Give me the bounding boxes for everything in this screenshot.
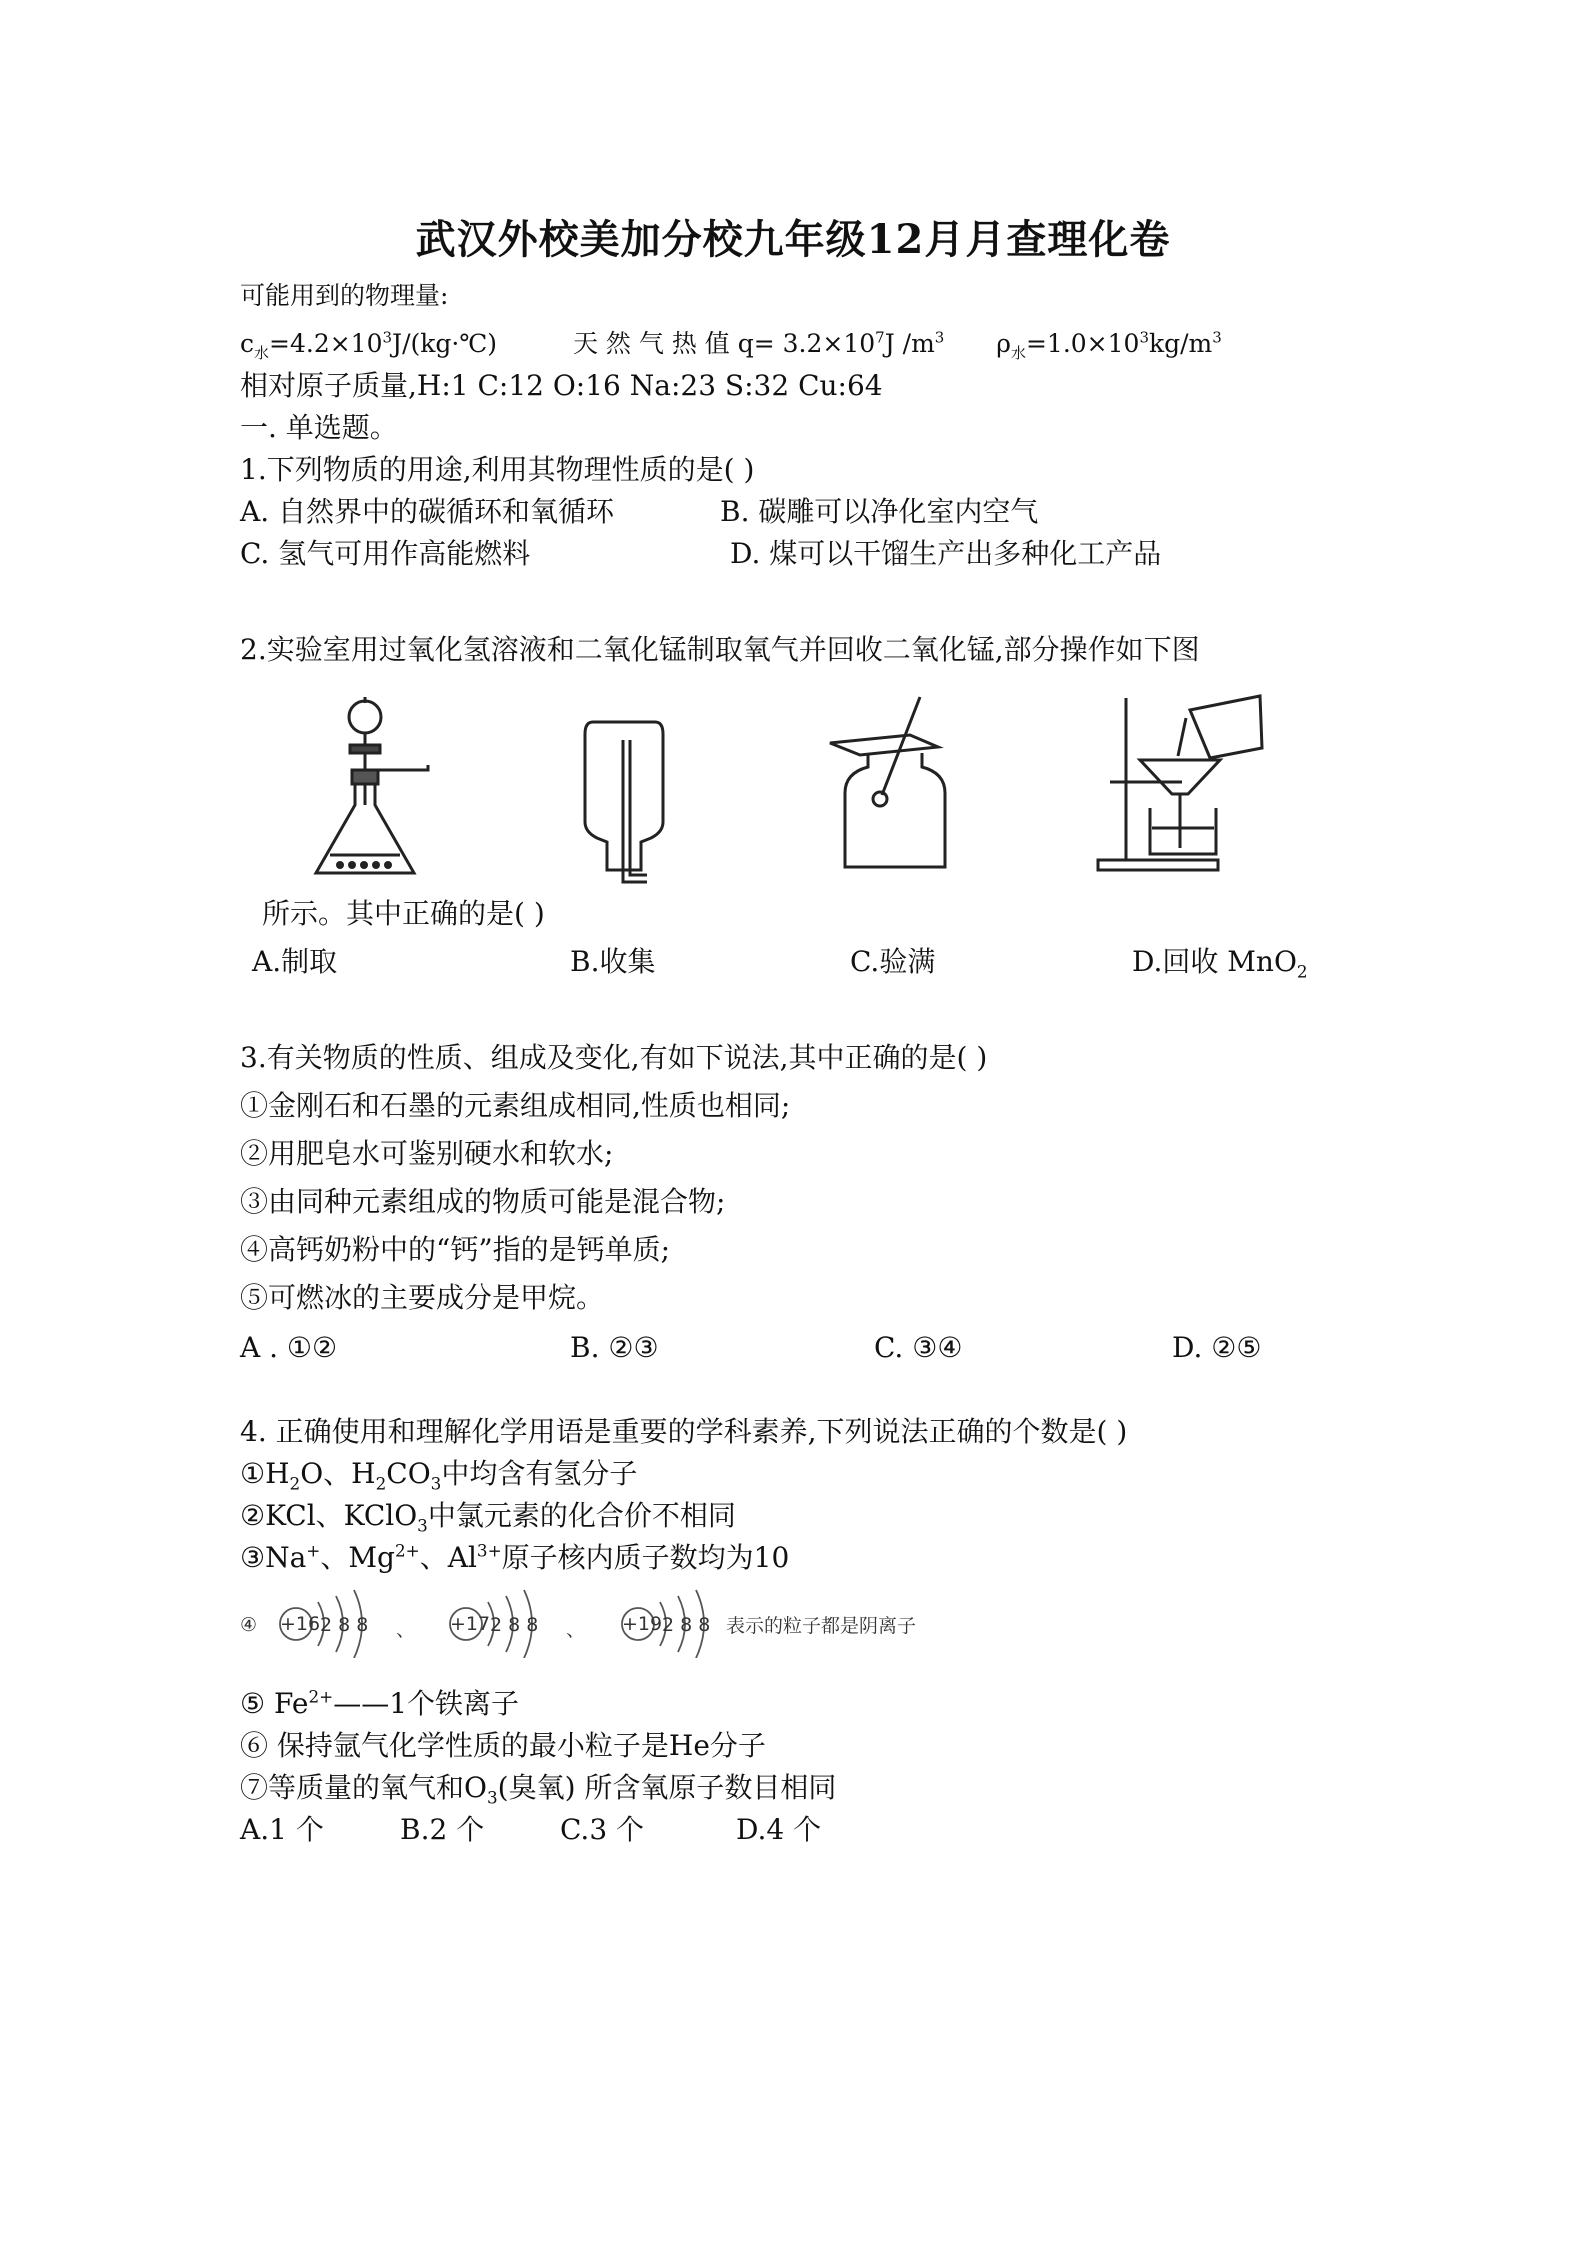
q2-option-b: B.收集 bbox=[570, 945, 656, 978]
q4-statement-4 bbox=[240, 1588, 1020, 1658]
filtration-figure bbox=[1090, 688, 1280, 878]
q4-statement-6: ⑥ 保持氩气化学性质的最小粒子是He分子 bbox=[240, 1729, 766, 1762]
q1-option-c: C. 氢气可用作高能燃料 bbox=[240, 537, 531, 570]
nucleus-19: +19 bbox=[622, 1613, 663, 1635]
q4-option-a: A.1 个 bbox=[240, 1813, 324, 1846]
constants-header: 可能用到的物理量: bbox=[240, 281, 449, 310]
q4-option-c: C.3 个 bbox=[560, 1813, 645, 1846]
q1-option-d: D. 煤可以干馏生产出多种化工产品 bbox=[730, 537, 1162, 570]
q3-statement-2: ②用肥皂水可鉴别硬水和软水; bbox=[240, 1137, 614, 1170]
statement-4-text: 表示的粒子都是阴离子 bbox=[726, 1615, 917, 1637]
nucleus-16: +16 bbox=[280, 1613, 321, 1635]
q4-option-b: B.2 个 bbox=[400, 1813, 485, 1846]
q3-stem: 3.有关物质的性质、组成及变化,有如下说法,其中正确的是( ) bbox=[240, 1041, 988, 1074]
nucleus-17: +17 bbox=[450, 1613, 491, 1635]
q2-option-a: A.制取 bbox=[252, 945, 338, 978]
q2-option-c: C.验满 bbox=[850, 945, 936, 978]
q4-option-d: D.4 个 bbox=[736, 1813, 822, 1846]
q4-statement-7: ⑦等质量的氧气和$O_3$(臭氧) 所含氧原子数目相同 bbox=[240, 1771, 837, 1808]
q3-statement-5: ⑤可燃冰的主要成分是甲烷。 bbox=[240, 1281, 605, 1314]
q3-option-d: D. ②⑤ bbox=[1172, 1331, 1262, 1364]
q4-statement-3: ③Na+、$Mg^{2+}$、$Al^{3+}$原子核内质子数均为10 bbox=[240, 1540, 790, 1574]
q1-option-b: B. 碳雕可以净化室内空气 bbox=[720, 495, 1039, 528]
shells-3: 2 8 8 bbox=[662, 1614, 711, 1636]
q3-option-b: B. ②③ bbox=[570, 1331, 659, 1364]
constants-line bbox=[240, 326, 1222, 362]
atomic-mass: 相对原子质量,H:1 C:12 O:16 Na:23 S:32 Cu:64 bbox=[240, 369, 883, 402]
water-density: $\rho_水=1.0\times 10^3kg/m^3$ bbox=[996, 328, 1222, 362]
q3-statement-3: ③由同种元素组成的物质可能是混合物; bbox=[240, 1185, 726, 1218]
shells-2: 2 8 8 bbox=[490, 1614, 539, 1636]
page-title: 武汉外校美加分校九年级12月月查理化卷 bbox=[415, 216, 1171, 263]
statement-4-number: ④ bbox=[240, 1614, 258, 1636]
q2-stem: 2.实验室用过氧化氢溶液和二氧化锰制取氧气并回收二氧化锰,部分操作如下图 bbox=[240, 633, 1200, 666]
separator-1: 、 bbox=[396, 1619, 416, 1641]
q1-option-a: A. 自然界中的碳循环和氧循环 bbox=[240, 495, 615, 528]
q4-stem: 4. 正确使用和理解化学用语是重要的学科素养,下列说法正确的个数是( ) bbox=[240, 1415, 1128, 1448]
q2-option-d: D.回收 MnO$_2$ bbox=[1132, 945, 1308, 982]
flask-apparatus-figure bbox=[310, 695, 450, 885]
q4-statement-1: $①H_2O$、$H_2CO_3$中均含有氢分子 bbox=[240, 1457, 638, 1494]
separator-2: 、 bbox=[566, 1619, 586, 1641]
q4-statement-2: ②KCl、KClO$_3$中氯元素的化合价不相同 bbox=[240, 1499, 736, 1536]
section-heading: 一. 单选题。 bbox=[240, 411, 398, 444]
q4-statement-5: ⑤ $Fe^{2+}——1$个铁离子 bbox=[240, 1686, 520, 1720]
q1-stem: 1.下列物质的用途,利用其物理性质的是( ) bbox=[240, 453, 755, 486]
shells-1: 2 8 8 bbox=[320, 1614, 369, 1636]
q2-stem-continued: 所示。其中正确的是( ) bbox=[262, 897, 545, 930]
q3-option-a: A . ①② bbox=[240, 1331, 338, 1364]
q3-option-c: C. ③④ bbox=[874, 1331, 963, 1364]
oxygen-test-figure bbox=[820, 695, 960, 875]
q3-statement-4: ④高钙奶粉中的“钙”指的是钙单质; bbox=[240, 1233, 671, 1266]
gas-heat-value: 天 然 气 热 值 $q= 3.2\times 10^7J$ $/m^3$ bbox=[572, 328, 945, 358]
collection-bottle-figure bbox=[575, 712, 675, 892]
c-water: $c_水=4.2\times 10^3J/(kg\cdot℃)$ bbox=[240, 328, 498, 362]
q3-statement-1: ①金刚石和石墨的元素组成相同,性质也相同; bbox=[240, 1089, 791, 1122]
